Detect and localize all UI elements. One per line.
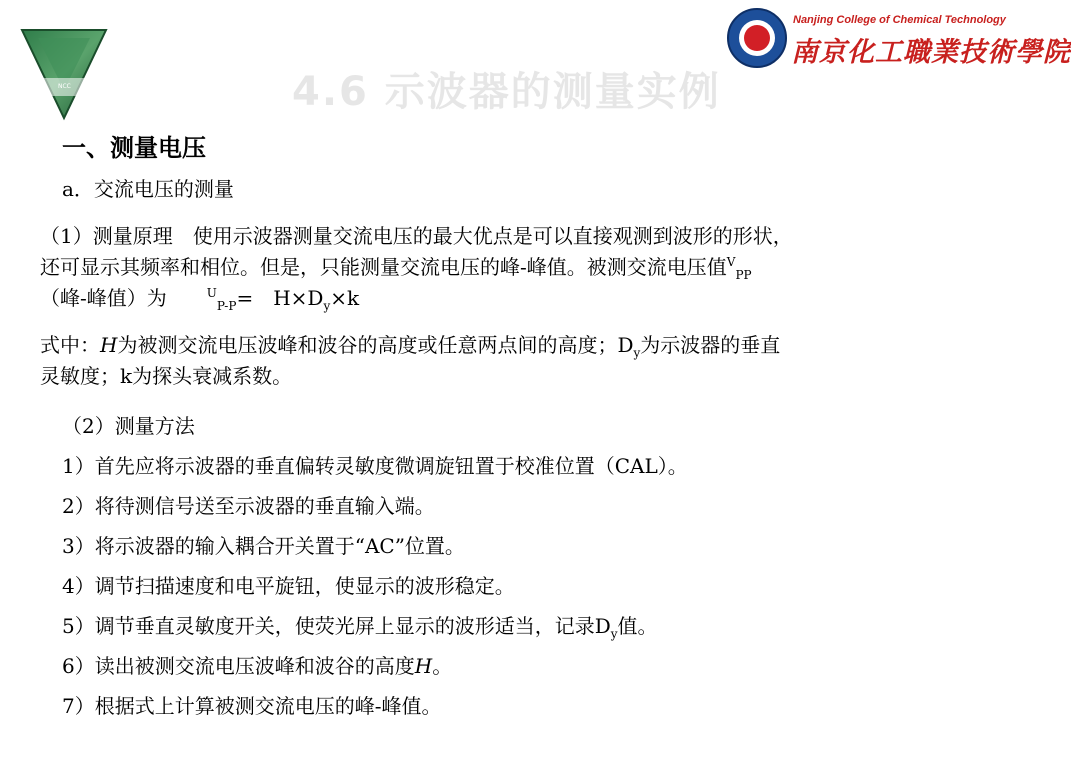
- section-heading: 一、测量电压: [62, 134, 206, 162]
- college-logo: [727, 6, 1071, 68]
- step-2: 2）将待测信号送至示波器的垂直输入端。: [62, 494, 435, 518]
- svg-text:NCC: NCC: [58, 83, 71, 90]
- step-3: 3）将示波器的输入耦合开关置于“AC”位置。: [62, 534, 465, 558]
- step-4: 4）调节扫描速度和电平旋钮，使显示的波形稳定。: [62, 574, 515, 598]
- subheading: a．交流电压的测量: [62, 177, 234, 201]
- step-6: 6）读出被测交流电压波峰和波谷的高度H。: [62, 654, 453, 678]
- step-1: 1）首先应将示波器的垂直偏转灵敏度微调旋钮置于校准位置（CAL）。: [62, 454, 688, 478]
- definition-line-2: 灵敏度；k为探头衰减系数。: [40, 364, 293, 388]
- principle-formula-line: （峰-峰值）为 $^U_{P-P}$= $H\times D_y\times k$: [40, 286, 360, 313]
- college-name-en: Nanjing College of Chemical Technology: [793, 14, 1006, 26]
- college-name-zh: 南京化工職業技術學院: [791, 37, 1071, 68]
- slide-title: 4.6 示波器的测量实例: [292, 69, 721, 115]
- definition-line-1: 式中：H为被测交流电压波峰和波谷的高度或任意两点间的高度；$D_y$为示波器的垂直: [40, 333, 781, 360]
- step-5: 5）调节垂直灵敏度开关，使荧光屏上显示的波形适当，记录$D_y$值。: [62, 614, 658, 641]
- green-triangle-emblem: [20, 28, 108, 120]
- principle-line-2: 还可显示其频率和相位。但是，只能测量交流电压的峰-峰值。被测交流电压值$^V_{PP}$: [40, 255, 752, 282]
- method-heading: （2）测量方法: [62, 414, 195, 438]
- step-7: 7）根据式上计算被测交流电压的峰-峰值。: [62, 694, 442, 718]
- principle-line-1: （1）测量原理 使用示波器测量交流电压的最大优点是可以直接观测到波形的形状，: [40, 224, 793, 248]
- college-seal-icon: [727, 8, 787, 68]
